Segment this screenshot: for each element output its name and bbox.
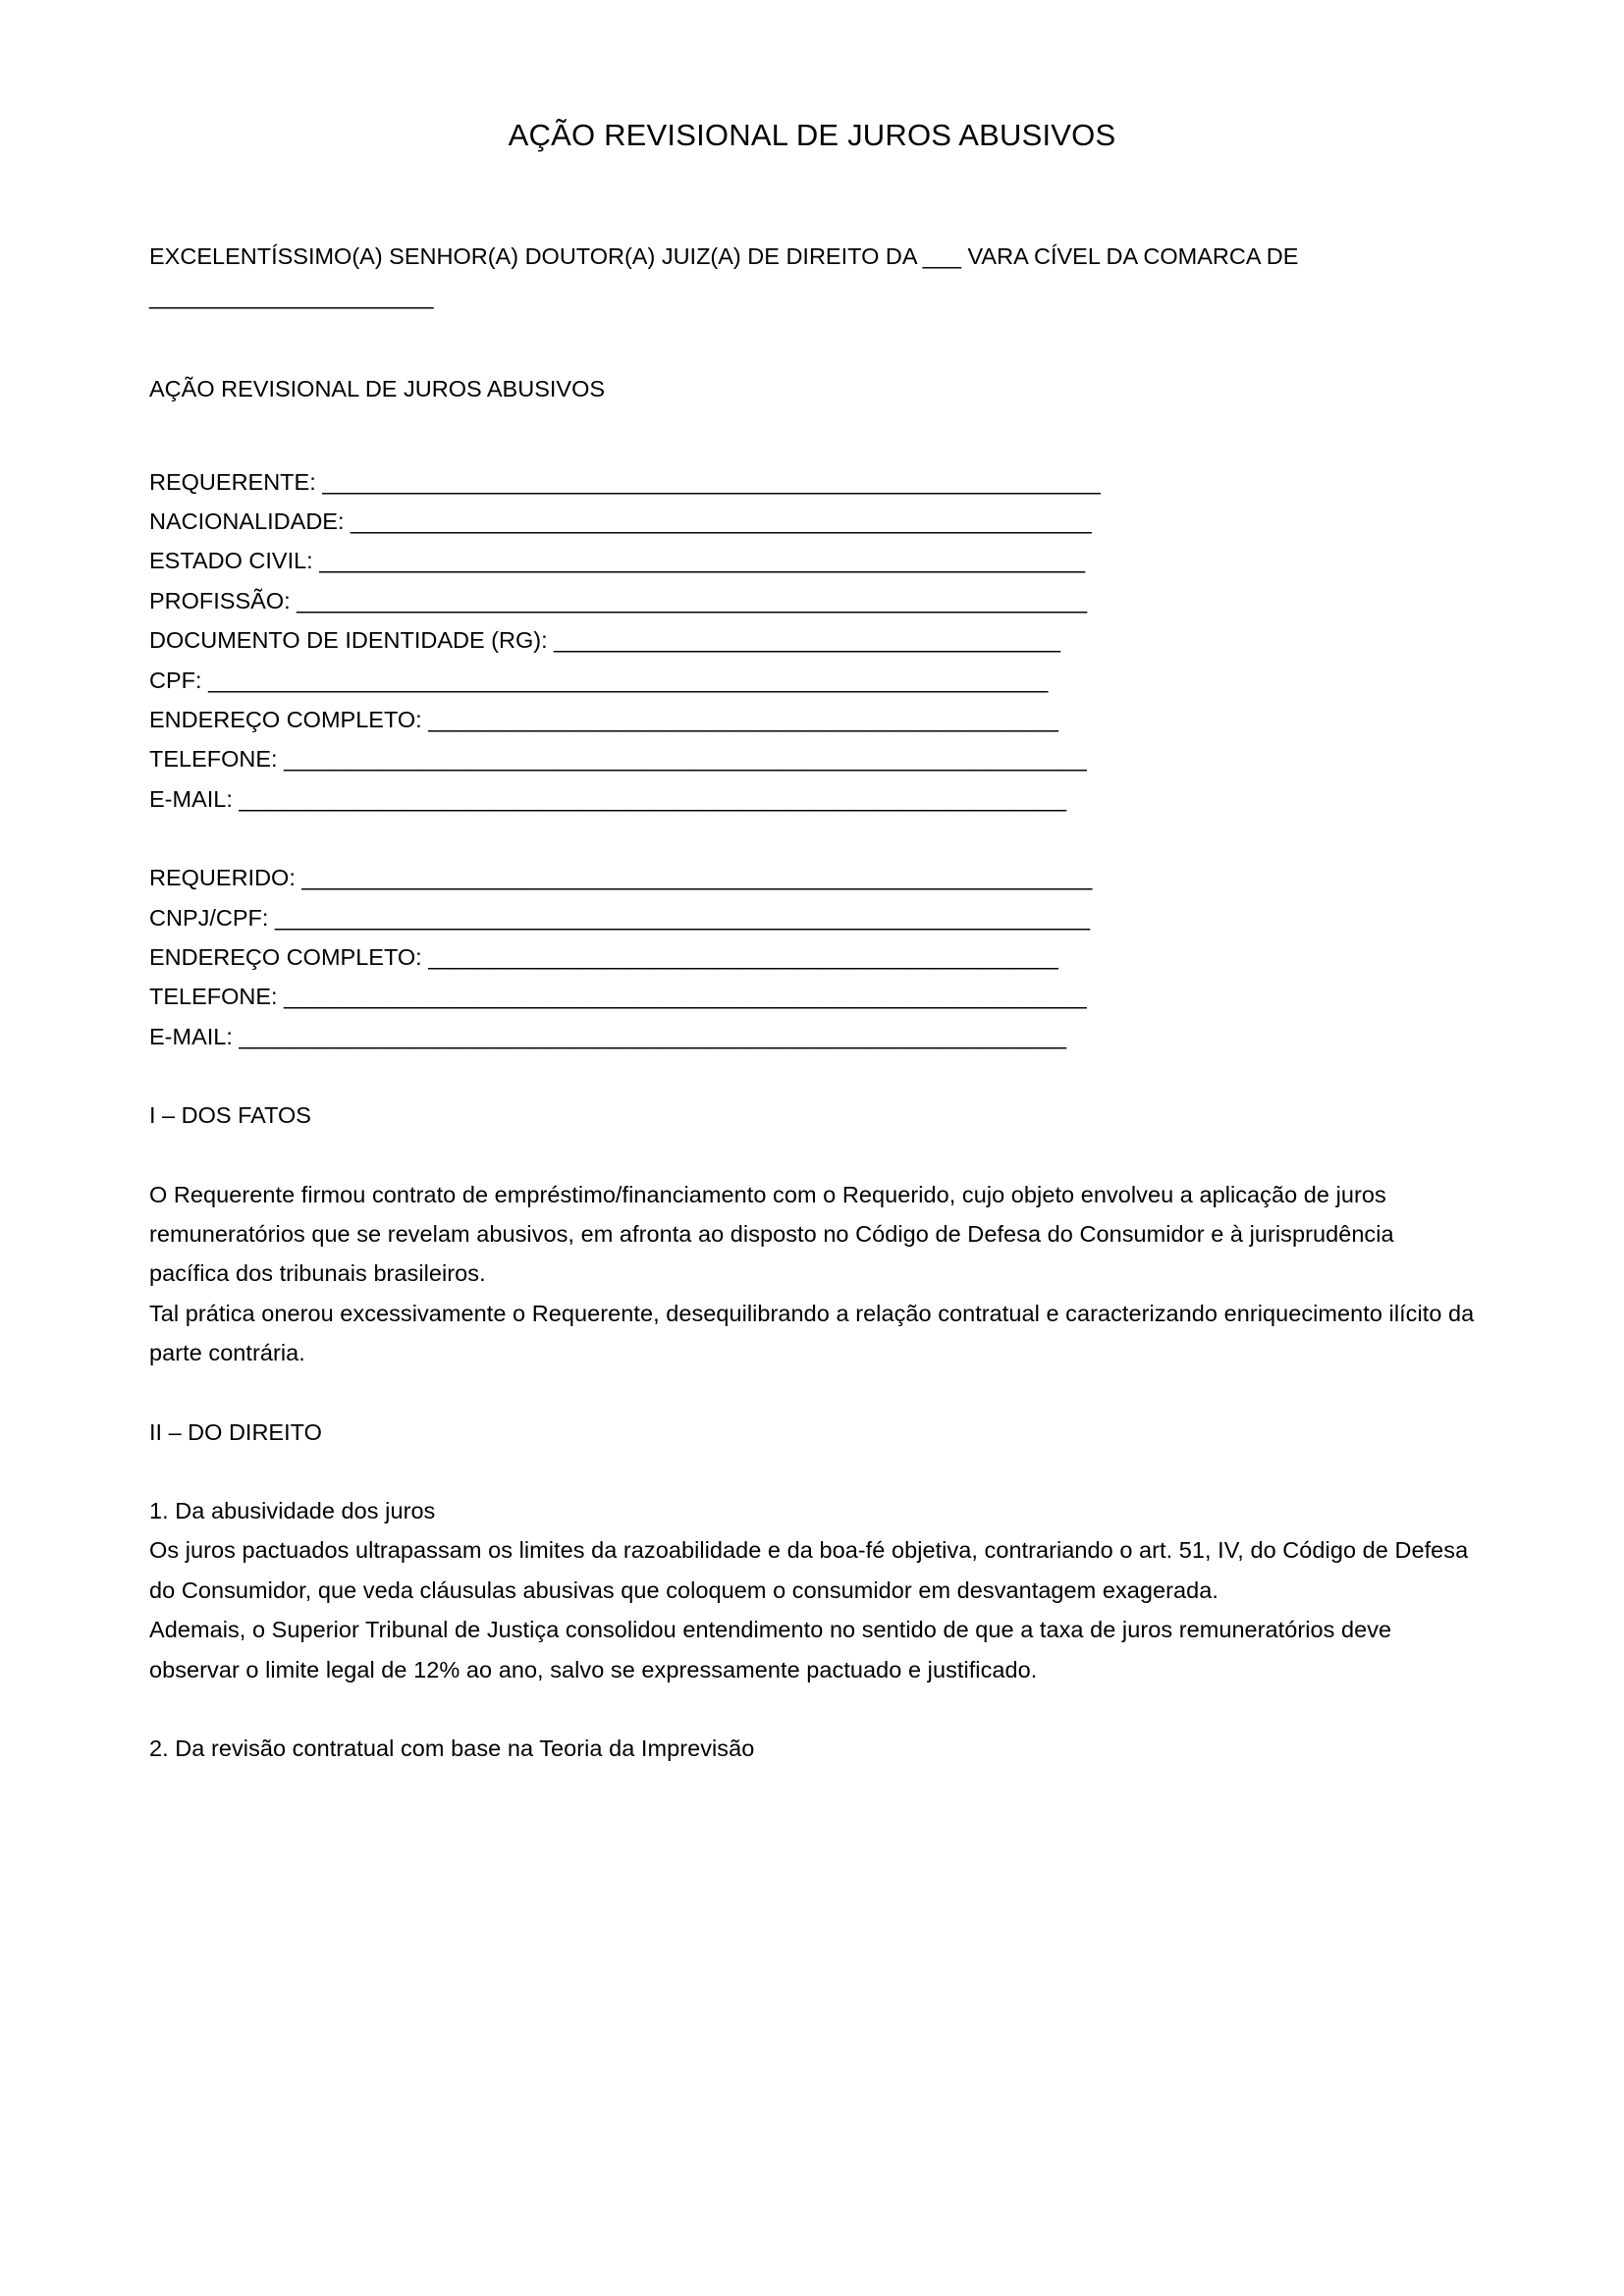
field-row-profissao (149, 581, 1475, 620)
field-label: ENDEREÇO COMPLETO: (149, 706, 429, 732)
page-title: AÇÃO REVISIONAL DE JUROS ABUSIVOS (508, 118, 1116, 152)
section-heading-do-direito: II – DO DIREITO (149, 1418, 322, 1445)
field-row-endereco-completo (149, 700, 1475, 739)
requerente-field-list (149, 462, 1475, 820)
field-row-telefone (149, 739, 1475, 778)
field-blank-rule[interactable]: __________________________________________________________________ (274, 904, 1090, 931)
requerido-field-list (149, 858, 1475, 1056)
section-heading-dos-fatos: I – DOS FATOS (149, 1102, 311, 1129)
paragraph-fatos-2: Tal prática onerou excessivamente o Requerente, desequilibrando a relação contratual e caracterizando enriquecimento ilícito da parte contrária. (149, 1300, 1475, 1366)
field-label: ESTADO CIVIL: (149, 548, 320, 574)
field-row-telefone-requerido (149, 977, 1475, 1016)
spacer (149, 1689, 1475, 1729)
field-label: E-MAIL: (149, 1023, 240, 1049)
field-blank-rule[interactable]: ________________________________________________________________ (297, 587, 1087, 614)
field-row-estado-civil (149, 541, 1475, 580)
field-row-requerido (149, 858, 1475, 897)
field-row-requerente (149, 462, 1475, 502)
field-blank-rule[interactable]: ____________________________________________________________________ (208, 667, 1048, 693)
subsection-heading-revisao-contratual: 2. Da revisão contratual com base na Teoria da Imprevisão (149, 1735, 755, 1762)
field-label: ENDEREÇO COMPLETO: (149, 943, 429, 970)
court-header-blank-rule: _______________________ (149, 283, 434, 309)
spacer (149, 316, 1475, 369)
spacer (149, 409, 1475, 462)
paragraph-direito-2: Ademais, o Superior Tribunal de Justiça consolidou entendimento no sentido de que a taxa de juros remuneratórios deve observar o limite legal de 12% ao ano, salvo se expressamente pactuado e justificado. (149, 1617, 1392, 1682)
field-blank-rule[interactable]: _________________________________________________________________ (284, 984, 1087, 1010)
field-row-documento-identidade (149, 620, 1475, 660)
field-blank-rule[interactable]: ___________________________________________________ (428, 943, 1058, 970)
court-header-line: EXCELENTÍSSIMO(A) SENHOR(A) DOUTOR(A) JUIZ(A) DE DIREITO DA ___ VARA CÍVEL DA COMARCA DE (149, 243, 1299, 270)
field-label: DOCUMENTO DE IDENTIDADE (RG): (149, 627, 555, 654)
paragraph-fatos-1: O Requerente firmou contrato de empréstimo/financiamento com o Requerido, cujo objeto envolveu a aplicação de juros remuneratórios que se revelam abusivos, em afronta ao disposto no Código de Defesa do Consumidor e à jurisprudência pacífica dos tribunais brasileiros. (149, 1181, 1394, 1287)
field-label: E-MAIL: (149, 785, 240, 812)
field-blank-rule[interactable]: ________________________________________________________________ (301, 865, 1092, 891)
field-row-endereco-completo-requerido (149, 937, 1475, 977)
field-blank-rule[interactable]: ___________________________________________________________________ (239, 785, 1066, 812)
subsection-heading-abusividade: 1. Da abusividade dos juros (149, 1498, 436, 1524)
field-row-email (149, 779, 1475, 819)
field-label: NACIONALIDADE: (149, 507, 352, 534)
field-row-nacionalidade (149, 502, 1475, 541)
field-label: TELEFONE: (149, 984, 285, 1010)
field-label: PROFISSÃO: (149, 587, 298, 614)
field-blank-rule[interactable]: ______________________________________________________________ (319, 548, 1085, 574)
field-blank-rule[interactable]: ___________________________________________________________________ (239, 1023, 1066, 1049)
field-label: TELEFONE: (149, 746, 285, 773)
spacer (149, 1056, 1475, 1095)
field-blank-rule[interactable]: _________________________________________________________________ (284, 746, 1087, 773)
spacer (149, 1373, 1475, 1413)
field-row-cpf (149, 661, 1475, 700)
document-content (149, 0, 1475, 1768)
spacer (149, 1136, 1475, 1175)
paragraph-direito-1: Os juros pactuados ultrapassam os limites da razoabilidade e da boa-fé objetiva, contrariando o art. 51, IV, do Código de Defesa do Consumidor, que veda cláusulas abusivas que coloquem o consumidor em desvantagem exagerada. (149, 1537, 1469, 1603)
field-label: CNPJ/CPF: (149, 904, 275, 931)
case-type-label: AÇÃO REVISIONAL DE JUROS ABUSIVOS (149, 376, 606, 402)
field-blank-rule[interactable]: _______________________________________________________________ (322, 468, 1101, 495)
field-label: REQUERIDO: (149, 865, 302, 891)
field-blank-rule[interactable]: ___________________________________________________ (428, 706, 1058, 732)
field-blank-rule[interactable]: ____________________________________________________________ (351, 507, 1092, 534)
field-label: REQUERENTE: (149, 468, 323, 495)
field-row-cnpj-cpf (149, 898, 1475, 937)
field-blank-rule[interactable]: _________________________________________ (554, 627, 1060, 654)
spacer (149, 819, 1475, 858)
field-label: CPF: (149, 667, 209, 693)
spacer (149, 1452, 1475, 1491)
field-row-email-requerido (149, 1017, 1475, 1056)
